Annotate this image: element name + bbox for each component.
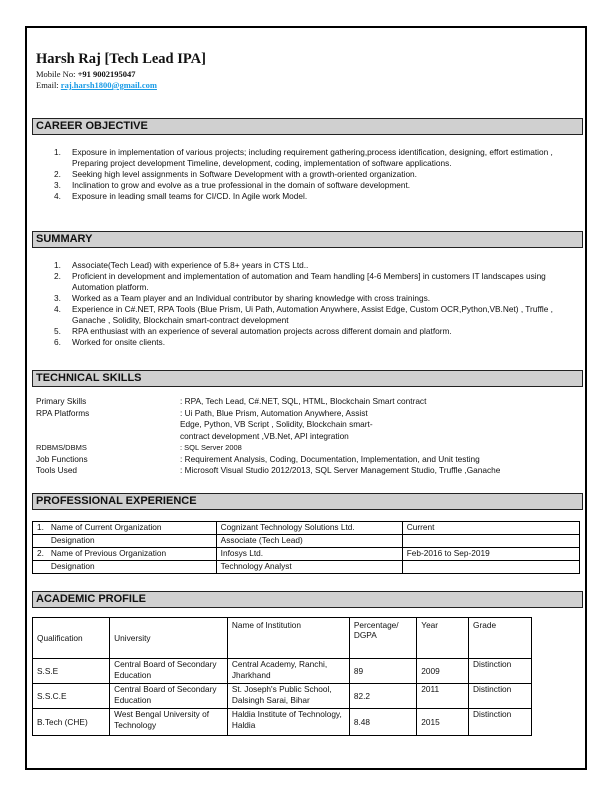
academic-profile-header: ACADEMIC PROFILE [32, 591, 583, 608]
list-item [54, 180, 564, 191]
list-item [54, 191, 564, 202]
list-item [54, 326, 564, 337]
item-number: 1. [54, 260, 61, 270]
skill-label [36, 419, 180, 431]
item-number: 5. [54, 326, 61, 336]
item-text: Associate(Tech Lead) with experience of 5.8+ years in CTS Ltd.. [72, 260, 309, 270]
item-text: Inclination to grow and evolve as a true professional in the domain of software development. [72, 180, 411, 190]
item-number: 2. [54, 169, 61, 179]
table-cell: Central Board of Secondary Education [110, 659, 228, 684]
career-objective-header: CAREER OBJECTIVE [32, 118, 583, 135]
career-objective-list [54, 147, 564, 202]
skill-value: : Requirement Analysis, Coding, Documentation, Implementation, and Unit testing [180, 453, 480, 464]
table-cell: West Bengal University of Technology [110, 709, 228, 736]
table-row [33, 561, 580, 574]
item-number: 3. [54, 293, 61, 303]
table-cell: Infosys Ltd. [216, 548, 402, 561]
skills-list [36, 396, 500, 477]
table-cell: Technology Analyst [216, 561, 402, 574]
item-text: Exposure in leading small teams for CI/CD. In Agile work Model. [72, 191, 308, 201]
list-item [54, 271, 564, 293]
column-header: Name of Institution [227, 618, 349, 659]
skill-label: Job Functions [36, 453, 88, 464]
column-header: Percentage/ DGPA [349, 618, 416, 659]
email-link[interactable]: raj.harsh1800@gmail.com [60, 80, 157, 90]
skill-label: RDBMS/DBMS [36, 443, 87, 452]
academic-table [32, 617, 532, 736]
item-number: 2. [54, 271, 61, 281]
list-item [54, 293, 564, 304]
table-cell: 89 [349, 659, 416, 684]
table-cell: 8.48 [349, 709, 416, 736]
candidate-name: Harsh Raj [Tech Lead IPA] [36, 51, 206, 67]
skill-row [36, 431, 500, 443]
table-cell: 2011 [417, 684, 469, 709]
technical-skills-header: TECHNICAL SKILLS [32, 370, 583, 387]
table-cell: Distinction [469, 709, 532, 736]
table-row [33, 684, 532, 709]
table-cell: 1. Name of Current Organization [33, 522, 217, 535]
summary-list [54, 260, 564, 348]
skill-row [36, 408, 500, 420]
column-header: Qualification [33, 618, 110, 659]
table-cell: B.Tech (CHE) [33, 709, 110, 736]
skill-label: Tools Used [36, 465, 78, 475]
table-cell: 82.2 [349, 684, 416, 709]
skill-label [36, 431, 180, 443]
item-text: Experience in C#.NET, RPA Tools (Blue Prism, Ui Path, Automation Anywhere, Assist Edge, Custom OCR,Python,VB.Net) , Truffle , Ganache , Solidity, Blockchain smart-contract development [72, 304, 553, 325]
list-item [54, 260, 564, 271]
summary-header: SUMMARY [32, 231, 583, 248]
skill-value: : Microsoft Visual Studio 2012/2013, SQL Server Management Studio, Truffle ,Ganache [180, 465, 501, 475]
item-number: 3. [54, 180, 61, 190]
table-row [33, 709, 532, 736]
skill-label: Primary Skills [36, 396, 87, 406]
item-text: Exposure in implementation of various projects; including requirement gathering,process identification, designing, effort estimation , Preparing project development Timeline, development, coding, implementation of software applications. [72, 147, 553, 168]
mobile-label: Mobile No: [36, 69, 76, 79]
table-cell: Current [402, 522, 579, 535]
table-row [33, 659, 532, 684]
table-cell: S.S.C.E [33, 684, 110, 709]
table-cell: Cognizant Technology Solutions Ltd. [216, 522, 402, 535]
list-item [54, 169, 564, 180]
item-text: Worked as a Team player and an Individual contributor by sharing knowledge with cross trainings. [72, 293, 431, 303]
item-text: Seeking high level assignments in Software Development with a growth-oriented organization. [72, 169, 417, 179]
table-cell: 2009 [417, 659, 469, 684]
table-row [33, 522, 580, 535]
table-cell: S.S.E [33, 659, 110, 684]
table-cell: Central Board of Secondary Education [110, 684, 228, 709]
table-cell: Central Academy, Ranchi, Jharkhand [227, 659, 349, 684]
skill-value: : RPA, Tech Lead, C#.NET, SQL, HTML, Blockchain Smart contract [180, 396, 427, 406]
table-cell: Haldia Institute of Technology, Haldia [227, 709, 349, 736]
email-line [36, 80, 157, 90]
skill-row [36, 454, 500, 466]
skill-row [36, 442, 500, 454]
table-cell: Distinction [469, 659, 532, 684]
table-cell [402, 535, 579, 548]
table-row [33, 535, 580, 548]
item-number: 4. [54, 304, 61, 314]
skill-value: Edge, Python, VB Script , Solidity, Blockchain smart- [180, 419, 373, 429]
list-item [54, 304, 564, 326]
skill-value: contract development ,VB.Net, API integration [180, 430, 349, 441]
skill-row [36, 419, 500, 431]
table-row [33, 548, 580, 561]
list-item [54, 147, 564, 169]
table-cell [402, 561, 579, 574]
professional-experience-header: PROFESSIONAL EXPERIENCE [32, 493, 583, 510]
item-number: 6. [54, 337, 61, 347]
email-label: Email: [36, 80, 59, 90]
item-number: 4. [54, 191, 61, 201]
table-cell: Designation [33, 535, 217, 548]
column-header: University [110, 618, 228, 659]
column-header: Year [417, 618, 469, 659]
skill-row [36, 465, 500, 477]
item-text: Proficient in development and implementation of automation and Team handling [4-6 Members] in customers IT landscapes using Automation platform. [72, 271, 546, 292]
item-number: 1. [54, 147, 61, 157]
table-cell: St. Joseph's Public School, Dalsingh Sarai, Bihar [227, 684, 349, 709]
item-text: Worked for onsite clients. [72, 337, 165, 347]
list-item [54, 337, 564, 348]
table-cell: Associate (Tech Lead) [216, 535, 402, 548]
mobile-line [36, 69, 136, 79]
experience-table [32, 521, 580, 574]
table-cell: Designation [33, 561, 217, 574]
skill-label: RPA Platforms [36, 407, 90, 418]
table-cell: Feb-2016 to Sep-2019 [402, 548, 579, 561]
skill-value: : Ui Path, Blue Prism, Automation Anywhere, Assist [180, 407, 368, 418]
header-row [33, 618, 532, 659]
skill-value: : SQL Server 2008 [180, 443, 242, 452]
table-cell: 2. Name of Previous Organization [33, 548, 217, 561]
table-cell: Distinction [469, 684, 532, 709]
skill-row [36, 396, 500, 408]
mobile-number: +91 9002195047 [77, 69, 136, 79]
column-header: Grade [469, 618, 532, 659]
table-cell: 2015 [417, 709, 469, 736]
item-text: RPA enthusiast with an experience of several automation projects across different domain and platform. [72, 326, 452, 336]
